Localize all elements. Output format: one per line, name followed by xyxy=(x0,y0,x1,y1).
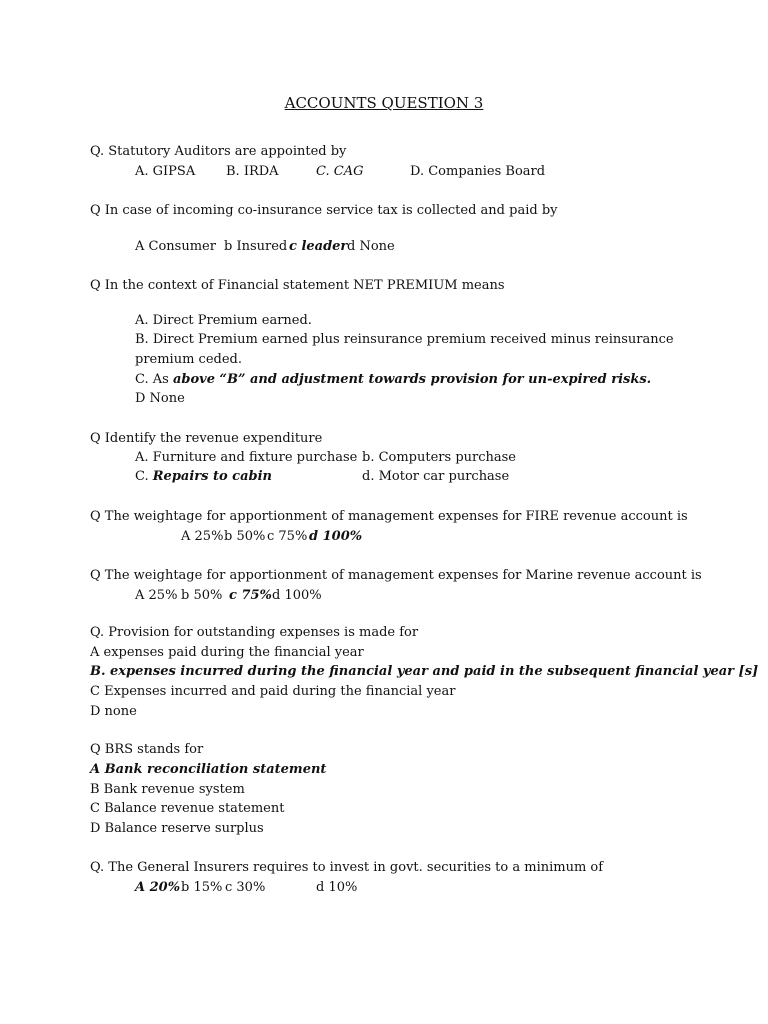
q8-option-b: B Bank revenue system xyxy=(90,782,245,797)
q1-option-a: A. GIPSA xyxy=(135,164,196,179)
q8-option-c: C Balance revenue statement xyxy=(90,801,285,816)
q5-option-d: d 100% xyxy=(309,529,363,544)
q9-option-b: b 15% xyxy=(181,880,223,895)
q4-option-d: d. Motor car purchase xyxy=(362,469,510,484)
q4-option-b: b. Computers purchase xyxy=(362,450,516,465)
q1-option-c: C. CAG xyxy=(316,164,364,179)
q2-option-d: d None xyxy=(347,239,395,254)
q3-option-c xyxy=(135,371,651,389)
page-title: ACCOUNTS QUESTION 3 xyxy=(284,94,484,112)
q3-option-b-line1: B. Direct Premium earned plus reinsurance premium received minus reinsurance xyxy=(135,332,674,347)
q2-option-b: b Insured xyxy=(224,239,288,254)
question-8: Q BRS stands for xyxy=(90,742,204,757)
q4-option-c xyxy=(135,468,272,486)
q4-option-c-prefix: C. xyxy=(135,469,153,484)
question-5: Q The weightage for apportionment of management expenses for FIRE revenue account is xyxy=(90,509,688,524)
q3-option-a: A. Direct Premium earned. xyxy=(135,313,312,328)
q3-option-d: D None xyxy=(135,391,185,406)
q7-option-a: A expenses paid during the financial year xyxy=(90,645,364,660)
q3-option-c-answer: above “B” and adjustment towards provision for un-expired risks. xyxy=(172,372,652,387)
q9-option-a: A 20% xyxy=(135,880,181,895)
q6-option-a: A 25% xyxy=(135,588,178,603)
question-4: Q Identify the revenue expenditure xyxy=(90,431,323,446)
q5-option-a: A 25% xyxy=(181,529,224,544)
q3-option-c-prefix: C. As xyxy=(135,372,173,387)
q6-option-c: c 75% xyxy=(229,588,272,603)
q3-option-b-line2: premium ceded. xyxy=(135,352,242,367)
question-7: Q. Provision for outstanding expenses is made for xyxy=(90,625,419,640)
question-1: Q. Statutory Auditors are appointed by xyxy=(90,144,347,159)
q6-option-d: d 100% xyxy=(272,588,322,603)
q6-option-b: b 50% xyxy=(181,588,223,603)
q8-option-a: A Bank reconciliation statement xyxy=(90,762,327,777)
question-6: Q The weightage for apportionment of management expenses for Marine revenue account is xyxy=(90,568,702,583)
q7-option-d: D none xyxy=(90,704,137,719)
q1-option-b: B. IRDA xyxy=(226,164,279,179)
question-3: Q In the context of Financial statement NET PREMIUM means xyxy=(90,278,505,293)
q4-option-a: A. Furniture and fixture purchase xyxy=(135,450,358,465)
q4-option-c-answer: Repairs to cabin xyxy=(152,469,272,484)
q2-option-a: A Consumer xyxy=(135,239,216,254)
q9-option-c: c 30% xyxy=(225,880,266,895)
q9-option-d: d 10% xyxy=(316,880,358,895)
question-2: Q In case of incoming co-insurance service tax is collected and paid by xyxy=(90,203,558,218)
q5-option-c: c 75% xyxy=(267,529,308,544)
q2-option-c: c leader xyxy=(289,239,348,254)
q7-option-b: B. expenses incurred during the financial year and paid in the subsequent financial year [s] xyxy=(90,664,759,679)
q8-option-d: D Balance reserve surplus xyxy=(90,821,264,836)
q1-option-d: D. Companies Board xyxy=(410,164,546,179)
q5-option-b: b 50% xyxy=(224,529,266,544)
question-9: Q. The General Insurers requires to invest in govt. securities to a minimum of xyxy=(90,860,604,875)
q7-option-c: C Expenses incurred and paid during the financial year xyxy=(90,684,456,699)
